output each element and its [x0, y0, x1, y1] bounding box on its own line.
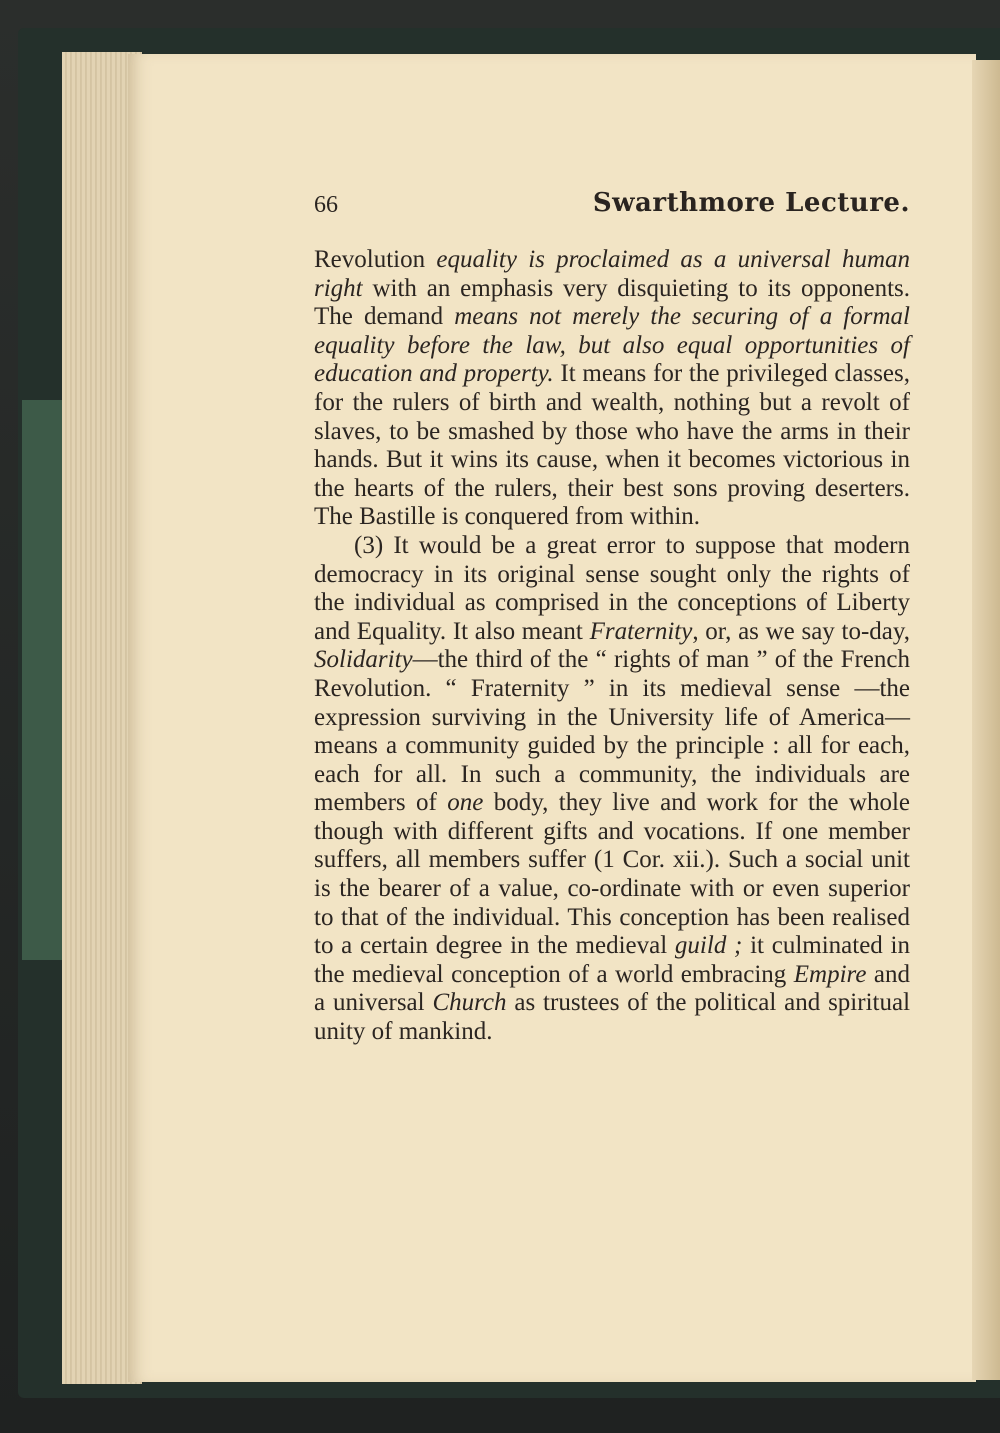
text-span: it culminated in the medieval conception of a world embracing: [314, 932, 910, 988]
body-text: [314, 246, 910, 1047]
page-number: 66: [314, 192, 338, 218]
italic-span: Empire: [793, 960, 867, 988]
page-header: [314, 188, 910, 228]
paragraph: [314, 246, 910, 532]
text-span: with an emphasis very disquieting to its opponents. The demand: [314, 274, 910, 331]
italic-span: Solidarity: [314, 646, 413, 674]
text-span: as trustees of the political and spiritual unity of mankind.: [314, 989, 911, 1046]
text-span: It means for the privileged classes, for the rulers of birth and wealth, nothing but a revolt of slaves, to be smashed by those who have the arms in their hands. But it wins its cause, when it becomes victorious in the hearts of the rulers, their best sons proving deserters. The Bastille is conquered from within.: [314, 360, 911, 531]
text-span: —the third of the “ rights of man ” of the French Revolution. “ Fraternity ” in its medieval sense —the expression surviving in the University life of America—means a community guided by the principle : all for each, each for all. In such a community, the individuals are members of: [314, 646, 910, 817]
facing-page-edge: [972, 60, 1000, 1380]
paragraph: [314, 532, 910, 1047]
text-span: (3) It would be a great error to suppose that modern democracy in its original sense sought only the rights of the individual as comprised in the conceptions of Liberty and Equality. It also meant: [314, 531, 910, 645]
italic-span: one: [447, 789, 484, 817]
text-span: Revolution: [314, 246, 437, 273]
italic-span: means not merely the securing of a formal equality before the law, but also equal opportunities of education and property.: [314, 303, 910, 388]
italic-span: equality is proclaimed as a universal human right: [314, 246, 910, 302]
italic-span: Church: [432, 989, 507, 1017]
text-span: body, they live and work for the whole though with different gifts and vocations. If one member suffers, all members suffer (1 Cor. xii.). Such a social unit is the bearer of a value, co-ordinate with or even superior to that of the individual. This conception has been realised to a certain degree in the medieval: [314, 789, 910, 960]
running-head: Swarthmore Lecture.: [592, 188, 910, 218]
italic-span: Fraternity: [589, 617, 693, 645]
italic-span: guild ;: [674, 932, 743, 960]
text-span: and a universal: [314, 960, 910, 1017]
text-span: , or, as we say to-day,: [692, 617, 910, 645]
